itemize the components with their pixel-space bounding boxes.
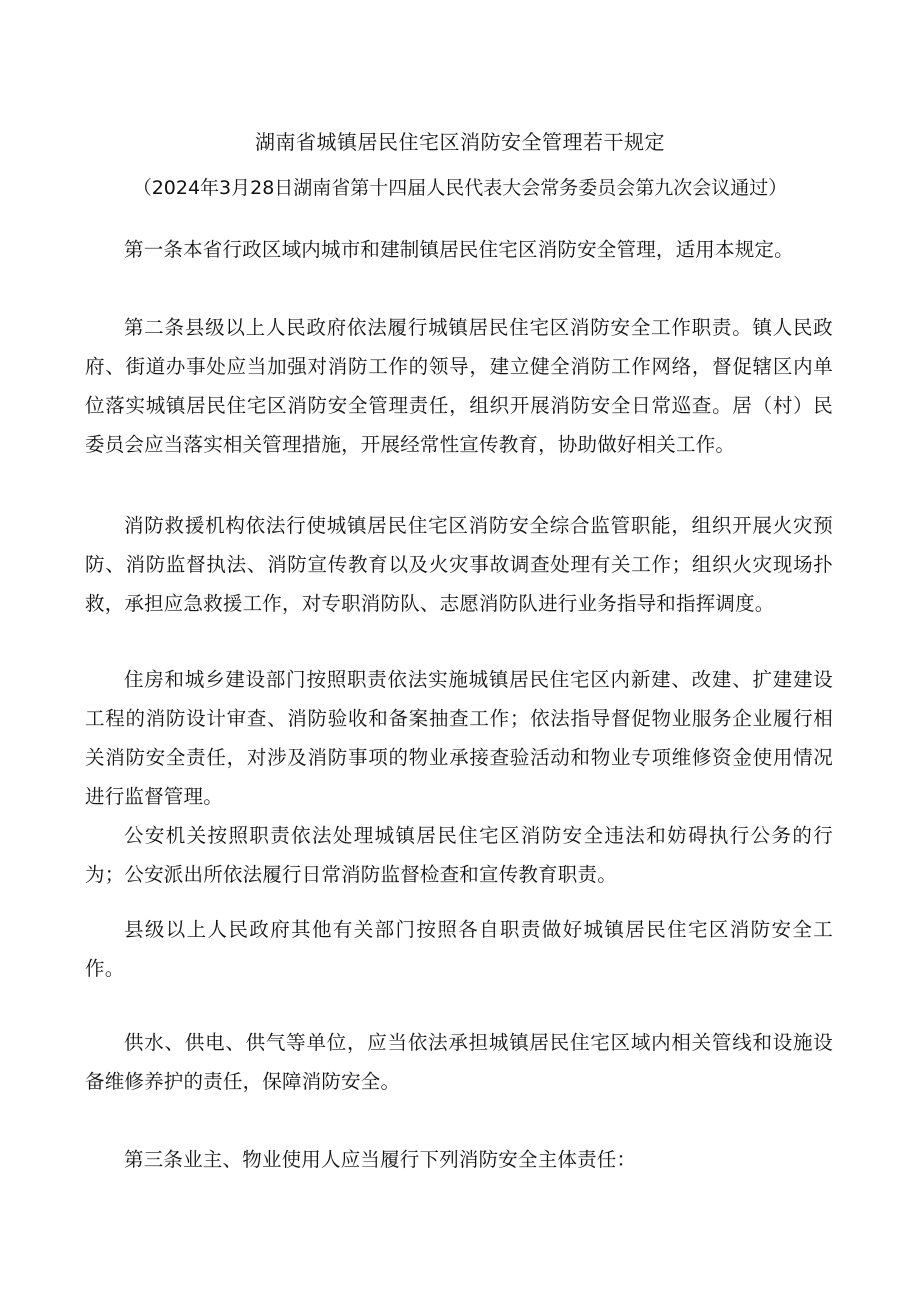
paragraph-public-security: 公安机关按照职责依法处理城镇居民住宅区消防安全违法和妨碍执行公务的行为；公安派出所依法履行日常消防监督检查和宣传教育职责。 xyxy=(85,824,833,886)
paragraph-housing-construction: 住房和城乡建设部门按照职责依法实施城镇居民住宅区内新建、改建、扩建建设工程的消防设计审查、消防验收和备案抽查工作；依法指导督促物业服务企业履行相关消防安全责任，对涉及消防事项的物业承接查验活动和物业专项维修资金使用情况进行监督管理。 xyxy=(85,668,833,808)
paragraph-article-1: 第一条本省行政区域内城市和建制镇居民住宅区消防安全管理，适用本规定。 xyxy=(124,238,794,261)
document-subtitle: （2024年3月28日湖南省第十四届人民代表大会常务委员会第九次会议通过） xyxy=(132,177,788,199)
document-title: 湖南省城镇居民住宅区消防安全管理若干规定 xyxy=(255,130,665,154)
paragraph-utilities: 供水、供电、供气等单位，应当依法承担城镇居民住宅区域内相关管线和设施设备维修养护的责任，保障消防安全。 xyxy=(85,1031,833,1093)
paragraph-article-2: 第二条县级以上人民政府依法履行城镇居民住宅区消防安全工作职责。镇人民政府、街道办事处应当加强对消防工作的领导，建立健全消防工作网络，督促辖区内单位落实城镇居民住宅区消防安全管理责任，组织开展消防安全日常巡查。居（村）民委员会应当落实相关管理措施，开展经常性宣传教育，协助做好相关工作。 xyxy=(85,316,833,456)
paragraph-other-departments: 县级以上人民政府其他有关部门按照各自职责做好城镇居民住宅区消防安全工作。 xyxy=(85,918,833,980)
paragraph-fire-rescue: 消防救援机构依法行使城镇居民住宅区消防安全综合监管职能，组织开展火灾预防、消防监督执法、消防宣传教育以及火灾事故调查处理有关工作；组织火灾现场扑救，承担应急救援工作，对专职消防队、志愿消防队进行业务指导和指挥调度。 xyxy=(85,514,833,615)
paragraph-article-3: 第三条业主、物业使用人应当履行下列消防安全主体责任： xyxy=(124,1148,637,1171)
